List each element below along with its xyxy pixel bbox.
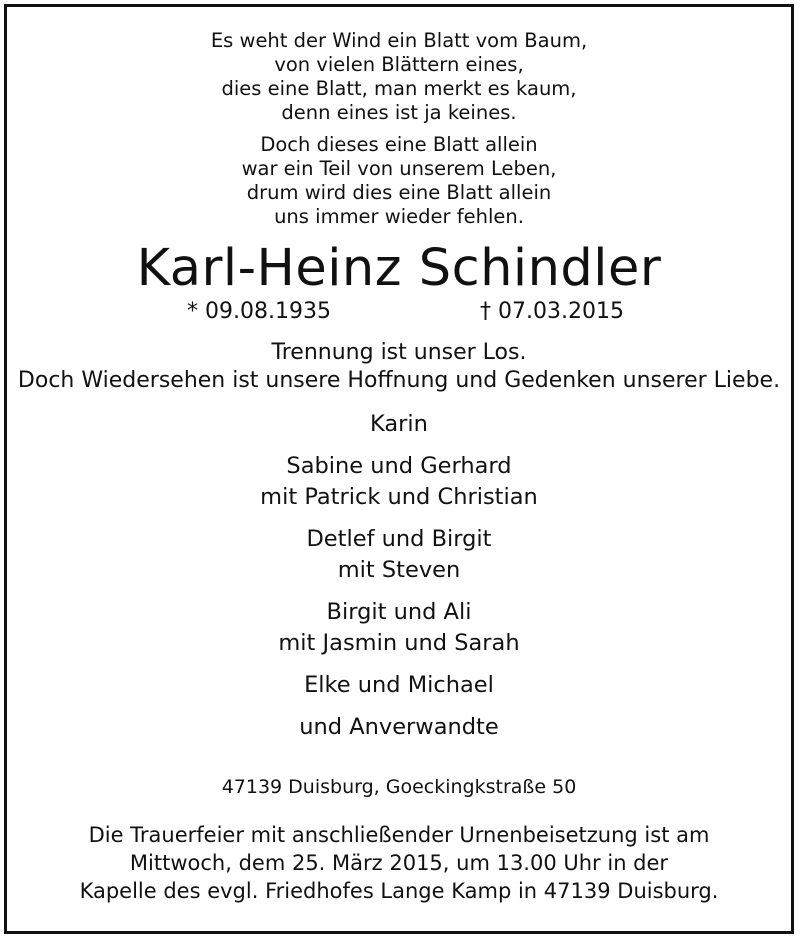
quote-line: Doch Wiedersehen ist unsere Hoffnung und Gedenken unserer Liebe. xyxy=(17,368,781,393)
mourner-group xyxy=(7,670,791,701)
mourner-line: Sabine und Gerhard xyxy=(286,453,512,479)
memorial-quote xyxy=(7,339,791,395)
mourner-group xyxy=(7,451,791,513)
poem-line: Es weht der Wind ein Blatt vom Baum, xyxy=(210,29,588,52)
mourner-line: Detlef und Birgit xyxy=(306,526,492,552)
birth-date: * 09.08.1935 xyxy=(187,299,331,324)
ceremony-line: Mittwoch, dem 25. März 2015, um 13.00 Uhr in der xyxy=(129,851,669,875)
mourner-group xyxy=(7,712,791,743)
poem-line: Doch dieses eine Blatt allein xyxy=(260,133,538,156)
poem xyxy=(7,29,791,229)
mourner-group xyxy=(7,597,791,659)
poem-line: drum wird dies eine Blatt allein xyxy=(246,181,552,204)
mourner-group xyxy=(7,409,791,440)
obituary-notice xyxy=(4,4,794,934)
poem-line: dies eine Blatt, man merkt es kaum, xyxy=(221,77,577,100)
mourners-list xyxy=(7,409,791,743)
mourner-line: mit Steven xyxy=(337,557,461,583)
ceremony-line: Kapelle des evgl. Friedhofes Lange Kamp in 47139 Duisburg. xyxy=(79,879,719,903)
mourner-line: Karin xyxy=(370,411,428,437)
life-dates xyxy=(7,299,791,329)
mourner-line: mit Jasmin und Sarah xyxy=(278,630,520,656)
quote-line: Trennung ist unser Los. xyxy=(271,340,527,365)
funeral-details xyxy=(7,821,791,905)
poem-line: war ein Teil von unserem Leben, xyxy=(241,157,557,180)
ceremony-line: Die Trauerfeier mit anschließender Urnenbeisetzung ist am xyxy=(88,823,710,847)
deceased-name: Karl-Heinz Schindler xyxy=(136,239,662,298)
mourner-line: Elke und Michael xyxy=(304,672,494,698)
mourner-line: und Anverwandte xyxy=(299,714,499,740)
mourner-line: mit Patrick und Christian xyxy=(260,484,538,510)
mourner-group xyxy=(7,524,791,586)
poem-stanza xyxy=(7,133,791,229)
death-date: † 07.03.2015 xyxy=(480,299,624,324)
family-address: 47139 Duisburg, Goeckingkstraße 50 xyxy=(221,776,577,798)
poem-line: denn eines ist ja keines. xyxy=(281,101,517,124)
poem-line: von vielen Blättern eines, xyxy=(274,53,524,76)
poem-line: uns immer wieder fehlen. xyxy=(274,205,524,228)
poem-stanza xyxy=(7,29,791,125)
mourner-line: Birgit und Ali xyxy=(326,599,472,625)
